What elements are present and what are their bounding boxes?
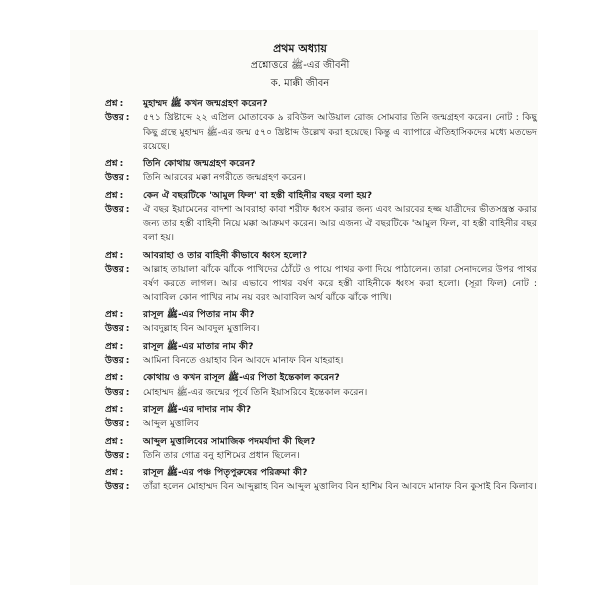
section-title: ক. মাক্কী জীবন — [270, 78, 330, 89]
question-text: কোথায় ও কখন রাসূল ﷺ-এর পিতা ইন্তেকাল করেন? — [143, 372, 340, 384]
question-label: প্রশ্ন : — [105, 189, 124, 201]
answer-label: উত্তর : — [105, 449, 130, 461]
answer-label: উত্তর : — [105, 263, 130, 275]
answer-text: আল্লাহ তায়ালা ঝাঁকে ঝাঁকে পাখিদের ঠোঁটে ও পায়ে পাথর কণা দিয়ে পাঠালেন। তারা সেনাদলের উপর পাথর বর্ষণ করতে লাগল। আর এভাবে পাথর বর্ষণ করে হস্তী বাহিনীকে ধ্বংস করা হলো। (সূরা ফিল) নোট : আবাবিল কোন পাখির নাম নয় বরং আবাবিল অর্থ ঝাঁকে ঝাঁকে পাখি। — [143, 263, 537, 303]
answer-row — [105, 171, 537, 185]
answer-row — [105, 263, 537, 305]
question-text: রাসূল ﷺ-এর মাতার নাম কী? — [143, 340, 254, 352]
question-row — [105, 308, 537, 322]
answer-text: তিনি আরবের মক্কা নগরীতে জন্মগ্রহণ করেন। — [143, 172, 306, 184]
answer-label: উত্তর : — [105, 386, 130, 398]
question-text: রাসূল ﷺ-এর পঞ্চ পিতৃপুরুষের পরিক্রমা কী? — [143, 467, 308, 479]
question-row — [105, 403, 537, 417]
answer-text: মোহাম্মদ ﷺ-এর জন্মের পূর্বে তিনি ইয়াসরিবে ইন্তেকাল করেন। — [143, 386, 368, 398]
question-text: আবরাহা ও তার বাহিনী কীভাবে ধ্বংস হলো? — [143, 249, 308, 261]
question-text: রাসূল ﷺ-এর দাদার নাম কী? — [143, 404, 252, 415]
answer-label: উত্তর : — [105, 418, 130, 430]
answer-text: ঐ বছর ইয়ামেনের বাদশা আবরাহা কাবা শরীফ ধ্বংস করার জন্য এবং আরবের হজ্জ যাত্রীদের ভীতসন্ত্রস্ত করার জন্য তার হস্তী বাহিনী নিয়ে মক্কা আক্রমণ করেন। আর এজন্য ঐ বছরটিকে 'আমুল ফিল, বা হস্তী বাহিনীর বছর বলা হয়। — [143, 203, 537, 244]
question-text: আব্দুল মুত্তালিবের সামাজিক পদমর্যাদা কী ছিল? — [143, 435, 316, 447]
question-label: প্রশ্ন : — [105, 435, 124, 447]
question-text: তিনি কোথায় জন্মগ্রহণ করেন? — [143, 158, 256, 170]
question-label: প্রশ্ন : — [105, 309, 124, 321]
answer-text: তিনি তার গোত্র বনু হাশিমের প্রধান ছিলেন। — [143, 449, 300, 461]
answer-row — [105, 111, 537, 153]
answer-label: উত্তর : — [105, 323, 130, 335]
answer-row — [105, 203, 537, 245]
answer-text: ৫৭১ খ্রিষ্টাব্দে ২২ এপ্রিল মোতাবেক ৯ রবিউল আউয়াল রোজ সোমবার তিনি জন্মগ্রহণ করেন। নোট : কিছু কিছু গ্রন্থে মুহাম্মদ ﷺ-এর জন্ম ৫৭০ খ্রিষ্টাব্দ উল্লেখ করা হয়েছে। কিন্তু এ ব্যাপারে ঐতিহাসিকদের মধ্যে মতভেদ রয়েছে। — [143, 112, 538, 152]
question-row — [105, 371, 537, 385]
question-text: রাসূল ﷺ-এর পিতার নাম কী? — [143, 309, 255, 321]
question-row — [105, 189, 537, 203]
answer-row — [105, 417, 537, 431]
chapter-subtitle: প্রশ্নোত্তরে ﷺ-এর জীবনী — [250, 60, 350, 71]
question-label: প্রশ্ন : — [105, 249, 124, 261]
question-row — [105, 249, 537, 263]
answer-text: আব্দুল মুত্তালিব — [143, 418, 199, 430]
answer-row — [105, 480, 537, 494]
question-label: প্রশ্ন : — [105, 98, 124, 110]
answer-text: আমিনা বিনতে ওয়াহাব বিন আবদে মানাফ বিন যাহরাহ। — [143, 354, 344, 366]
answer-label: উত্তর : — [105, 172, 130, 184]
answer-row — [105, 386, 537, 400]
question-row — [105, 435, 537, 449]
answer-row — [105, 354, 537, 368]
question-label: প্রশ্ন : — [105, 158, 124, 170]
question-label: প্রশ্ন : — [105, 467, 124, 479]
chapter-title: প্রথম অধ্যায় — [273, 42, 327, 55]
question-text: কেন ঐ বছরটিকে 'আমুল ফিল' বা হস্তী বাহিনীর বছর বলা হয়? — [143, 189, 373, 201]
question-row — [105, 466, 537, 480]
answer-label: উত্তর : — [105, 112, 130, 124]
answer-row — [105, 322, 537, 336]
question-label: প্রশ্ন : — [105, 404, 124, 415]
question-row — [105, 340, 537, 354]
question-text: মুহাম্মদ ﷺ কখন জন্মগ্রহণ করেন? — [143, 98, 268, 110]
answer-text: তাঁরা হলেন মোহাম্মদ বিন আব্দুল্লাহ বিন আব্দুল মুত্তালিব বিন হাশিম বিন আবদে মানাফ বিন কুসাই বিন কিলাব। — [143, 481, 537, 493]
qa-list — [105, 94, 537, 494]
answer-label: উত্তর : — [105, 481, 130, 493]
question-row — [105, 157, 537, 171]
question-label: প্রশ্ন : — [105, 372, 124, 384]
question-row — [105, 97, 537, 111]
answer-row — [105, 449, 537, 463]
answer-label: উত্তর : — [105, 354, 130, 366]
answer-label: উত্তর : — [105, 203, 130, 215]
answer-text: আবদুল্লাহ বিন আবদুল মুত্তালিব। — [143, 323, 260, 335]
question-label: প্রশ্ন : — [105, 340, 124, 352]
